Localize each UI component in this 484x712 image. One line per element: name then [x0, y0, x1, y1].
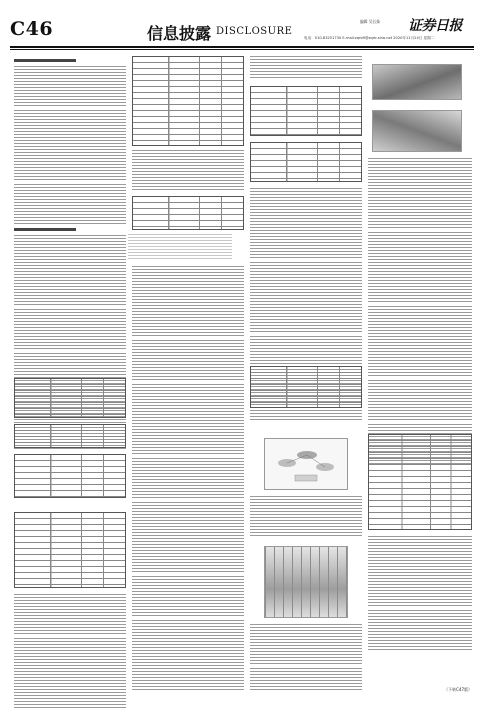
body-paragraph	[14, 594, 126, 634]
subheading	[14, 59, 76, 62]
body-paragraph	[368, 306, 472, 376]
body-paragraph	[132, 576, 244, 616]
masthead-rule-thin	[10, 49, 474, 50]
body-paragraph	[368, 232, 472, 302]
data-table	[250, 366, 362, 408]
body-paragraph	[368, 610, 472, 650]
section-title-en: DISCLOSURE	[216, 26, 293, 37]
body-paragraph	[250, 496, 362, 536]
body-paragraph	[250, 624, 362, 664]
text-column-3-bottom	[250, 496, 362, 540]
body-paragraph	[14, 235, 126, 305]
body-paragraph	[368, 380, 472, 420]
data-table	[250, 142, 362, 182]
financial-table	[14, 424, 126, 448]
body-paragraph	[132, 620, 244, 690]
contact-line: 电话：010-83251730 E-mail:zqrb9@zqrb.sina.net 2020年11月24日 星期二	[304, 36, 435, 40]
data-table	[250, 86, 362, 136]
vehicle-photo	[372, 64, 462, 100]
masthead-rule	[10, 46, 474, 48]
text-column-4	[368, 158, 472, 468]
body-paragraph	[132, 150, 244, 190]
page-number: C46	[10, 18, 54, 40]
continued-note: （下转C47版）	[444, 687, 472, 692]
body-paragraph	[132, 458, 244, 498]
section-title-cn: 信息披露	[147, 24, 212, 43]
text-column-1-bottom	[14, 594, 126, 712]
facility-photo	[264, 546, 348, 618]
body-paragraph	[250, 262, 362, 332]
vehicle-interior-photo	[372, 110, 462, 152]
body-paragraph	[14, 184, 126, 224]
body-paragraph	[368, 536, 472, 606]
body-paragraph	[132, 266, 244, 336]
body-paragraph	[14, 638, 126, 708]
process-diagram	[264, 438, 348, 490]
data-table	[132, 196, 244, 230]
text-column-3-top	[250, 56, 362, 82]
body-paragraph	[14, 309, 126, 349]
newspaper-logo: 证券日报	[408, 18, 462, 34]
faded-text-block	[128, 234, 232, 260]
body-paragraph	[250, 668, 362, 690]
body-paragraph	[14, 66, 126, 106]
financial-table	[14, 512, 126, 588]
text-column-2	[132, 266, 244, 694]
body-paragraph	[250, 56, 362, 78]
diagram-graphic	[265, 439, 349, 491]
body-paragraph	[250, 188, 362, 258]
financial-table	[14, 454, 126, 498]
body-paragraph	[132, 340, 244, 380]
body-paragraph	[132, 384, 244, 454]
masthead	[10, 18, 474, 44]
text-column-3-end	[250, 624, 362, 694]
body-paragraph	[14, 110, 126, 180]
text-column-2-top	[132, 150, 244, 194]
data-table	[368, 434, 472, 530]
text-column-4-bottom	[368, 536, 472, 654]
editor-line: 编辑 吴长妹	[360, 19, 381, 24]
financial-table	[14, 378, 126, 418]
body-paragraph	[132, 502, 244, 572]
body-paragraph	[368, 158, 472, 228]
subheading	[14, 228, 76, 231]
data-table	[132, 56, 244, 146]
